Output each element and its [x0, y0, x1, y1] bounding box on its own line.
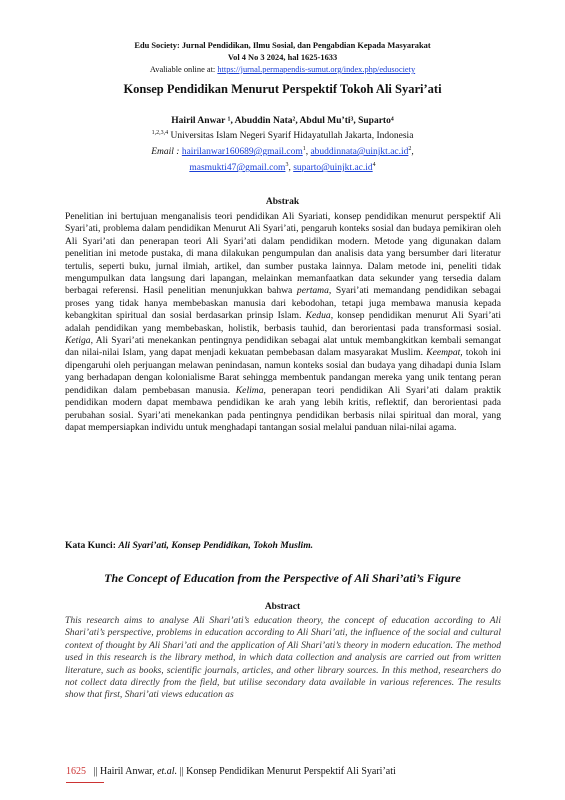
abstrak-text-4: Ali Syari’ati menekankan pentingnya pendidikan sebagai alat untuk membangkitkan kembali semangat dan nilai-nilai Islam, yang dapat menjadi kekuatan pembebasan dalam masyarakat Muslim.	[65, 335, 501, 359]
email-block: Email : hairilanwar160689@gmail.com$^1$, $abuddinnata@uinjkt.ac.id^2$, masmukti47@gmail.com$^3$, $suparto@uinjkt.ac.id^4$	[151, 146, 414, 174]
page-footer	[66, 766, 506, 777]
footer-etal: et.al.	[157, 766, 178, 777]
email-sup-3: 3	[285, 162, 289, 169]
journal-volume: Vol 4 No 3 2024, hal 1625-1633	[227, 53, 338, 62]
article-title: Konsep Pendidikan Menurut Perspektif Tokoh Ali Syari’ati	[123, 82, 442, 96]
email-sup-1: 1	[302, 146, 306, 152]
author-list: Hairil Anwar ¹, Abuddin Nata², Abdul Mu’ti³, Suparto⁴	[171, 116, 394, 126]
abstrak-italic-4: Keempat,	[426, 347, 463, 359]
affiliation-superscript: 1,2,3,4	[151, 130, 169, 136]
keywords	[65, 540, 501, 551]
abstrak-body	[65, 211, 501, 434]
available-label: Avaliable online at:	[149, 65, 216, 74]
keywords-value: Ali Syari’ati, Konsep Pendidikan, Tokoh Muslim.	[118, 540, 314, 551]
abstract-body: This research aims to analyse Ali Shari’ati’s education theory, the concept of education according to Ali Shari’ati’s perspective, problems in education according to Ali Shari’ati, the influence of the social and cultural context of thought by Ali Shari’ati and the application of Ali Shari’ati’s theory in modern education. The method used in this research is the library method, in which data collection and analysis are carried out from written literature, such as books, scientific journals, articles, and other library sources. In this method, researchers do not collect data directly from the field, but utilise secondary data available in various references. The results show that first, Shari’ati views education as	[65, 615, 501, 701]
email-label: Email :	[151, 147, 180, 158]
email-link-4[interactable]: suparto@uinjkt.ac.id	[293, 163, 373, 174]
keywords-label: Kata Kunci:	[65, 540, 116, 551]
email-sup-4: 4	[372, 162, 376, 169]
email-link-2[interactable]: abuddinnata@uinjkt.ac.id	[310, 147, 409, 158]
abstrak-italic-2: Kedua,	[305, 310, 334, 322]
journal-header	[0, 40, 565, 76]
abstrak-italic-5: Kelima,	[235, 384, 266, 396]
footer-rule	[66, 782, 104, 783]
email-sup-2: 2	[408, 146, 412, 152]
abstrak-text-2: Syari’ati memandang pendidikan sebagai proses yang tidak hanya membebaskan manusia dari kebodohan, tetapi juga membawa manusia kepada kebangkitan spiritual dan sosial berdasarkan prinsip Islam.	[65, 285, 502, 322]
journal-name: Edu Society: Jurnal Pendidikan, Ilmu Sosial, dan Pengabdian Kepada Masyarakat	[134, 41, 431, 50]
footer-author: || Hairil Anwar,	[93, 766, 155, 777]
footer-title: || Konsep Pendidikan Menurut Perspektif Ali Syari’ati	[179, 766, 396, 777]
email-link-1[interactable]: hairilanwar160689@gmail.com	[181, 147, 303, 158]
email-link-3[interactable]: masmukti47@gmail.com	[189, 163, 286, 174]
affiliation	[0, 130, 565, 141]
abstrak-text-5: tokoh ini dipengaruhi oleh perjuangan melawan penindasan, namun konteks sosial dan budaya yang dihadapi dunia Islam yang berhadapan dengan kolonialisme Barat sehingga membentuk pandangan mereka yang unik tentang peran pendidikan dalam pembebasan manusia.	[65, 347, 501, 396]
abstrak-italic-3: Ketiga,	[65, 335, 93, 347]
english-title: The Concept of Education from the Perspective of Ali Shari’ati’s Figure	[104, 571, 461, 585]
abstrak-text-1: Penelitian ini bertujuan menganalisis teori pendidikan Ali Syariati, konsep pendidikan menurut perspektif Ali Syari’ati, problema dalam pendidikan Menurut Ali Syari’ati, pengaruh konteks sosial dan budaya pemikiran oleh Ali Syari’ati dan penerapan teori Ali Syari’ati dalam pendidikan modern. Metode yang digunakan dalam penelitian ini metode pustaka, di mana dilakukan pengumpulan dan analisis data yang bersumber dari literatur tertulis, seperti buku, jurnal ilmiah, artikel, dan sumber pustaka lainnya. Dalam metode ini, peneliti tidak mengumpulkan data langsung dari lapangan, melainkan memanfaatkan data sekunder yang tersedia dalam berbagai referensi. Hasil penelitian menunjukkan bahwa	[65, 211, 501, 297]
journal-availability	[0, 64, 565, 76]
page-number: 1625	[66, 766, 86, 777]
abstrak-heading: Abstrak	[265, 197, 300, 207]
abstrak-italic-1: pertama,	[296, 285, 332, 297]
journal-url-link[interactable]: https://jurnal.permapendis-sumut.org/index.php/edusociety	[217, 65, 416, 74]
affiliation-text: Universitas Islam Negeri Syarif Hidayatullah Jakarta, Indonesia	[170, 131, 414, 142]
abstrak-text-6: penerapan teori pendidikan Ali Syari’ati dalam praktik pendidikan modern dapat membawa pendidikan ke arah yang lebih kritis, reflektif, dan berorientasi pada perubahan sosial. Syari’ati menekankan pada pentingnya pendidikan berbasis nilai spiritual dan moral, yang dapat mempersiapkan individu untuk menghadapi tantangan sosial melalui panduan nilai-nilai agama.	[65, 384, 502, 433]
abstract-heading: Abstract	[264, 602, 301, 612]
abstrak-text-3: konsep pendidikan menurut Ali Syari’ati adalah pendidikan yang membebaskan, holistik, berbasis tauhid, dan berorientasi pada transformasi sosial.	[65, 310, 501, 334]
